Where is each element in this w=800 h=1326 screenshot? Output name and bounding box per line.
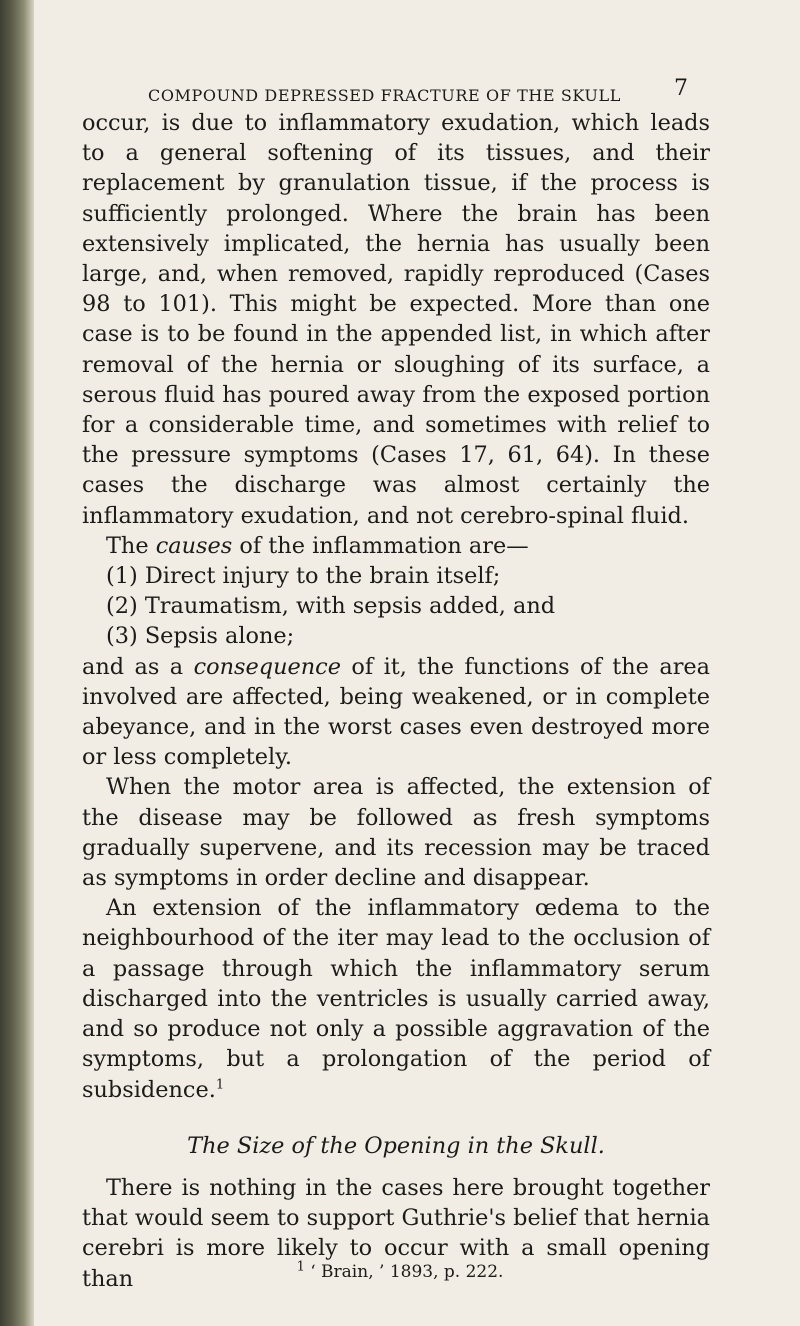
consequence-tail: of it, the functions of the area involved are affected, being weakened, or in complete abeyance, and in the worst cases even destroyed more or less completely. xyxy=(82,653,710,771)
consequence-lead: and as a xyxy=(82,653,194,680)
consequence-emphasis: consequence xyxy=(193,653,341,680)
list-item-3: (3) Sepsis alone; xyxy=(106,623,295,650)
paragraph-size: There is nothing in the cases here brought together that would seem to support Guthrie's belief that hernia cerebri is more likely to occur with a small opening than xyxy=(82,1174,710,1292)
paragraph-motor-area: When the motor area is affected, the extension of the disease may be followed as fresh symptoms gradually supervene, and its recession may be traced as symptoms in order decline and disappear. xyxy=(82,774,710,892)
causes-lead: The xyxy=(106,532,156,559)
footnote-marker: 1 xyxy=(296,1259,305,1275)
page-number: 7 xyxy=(674,76,688,101)
causes-emphasis: causes xyxy=(155,532,233,559)
footnote xyxy=(0,1259,800,1282)
paragraph-1: occur, is due to inflammatory exudation, which leads to a general softening of its tissues, and their replacement by granulation tissue, if the process is sufficiently prolonged. Where the brain has been extensively implicated, the hernia has usually been large, and, when removed, rapidly reproduced (Cases 98 to 101). This might be expected. More than one case is to be found in the appended list, in which after removal of the hernia or sloughing of its surface, a serous fluid has poured away from the exposed portion for a considerable time, and sometimes with relief to the pressure symptoms (Cases 17, 61, 64). In these cases the discharge was almost certainly the inflammatory exudation, and not cerebro-spinal fluid. xyxy=(82,110,710,529)
list-item-2: (2) Traumatism, with sepsis added, and xyxy=(106,593,556,620)
body-text xyxy=(82,108,710,1294)
footnote-text: ‘ Brain, ’ 1893, p. 222. xyxy=(310,1262,504,1282)
binding-edge xyxy=(0,0,34,1326)
list-item-1: (1) Direct injury to the brain itself; xyxy=(106,563,501,590)
footnote-reference: 1 xyxy=(215,1077,225,1093)
section-heading: The Size of the Opening in the Skull. xyxy=(187,1132,605,1159)
oedema-text: An extension of the inflammatory œdema to the neighbourhood of the iter may lead to the occlusion of a passage through which the inflammatory serum discharged into the ventricles is usually carried away, and so produce not only a possible aggravation of the symptoms, but a prolongation of the period of subsidence. xyxy=(82,895,710,1103)
causes-tail: of the inflammation are— xyxy=(232,532,529,559)
paragraph-causes xyxy=(82,531,710,561)
paragraph-consequence xyxy=(82,652,710,773)
paragraph-oedema xyxy=(82,893,710,1104)
running-head: COMPOUND DEPRESSED FRACTURE OF THE SKULL xyxy=(148,86,621,105)
